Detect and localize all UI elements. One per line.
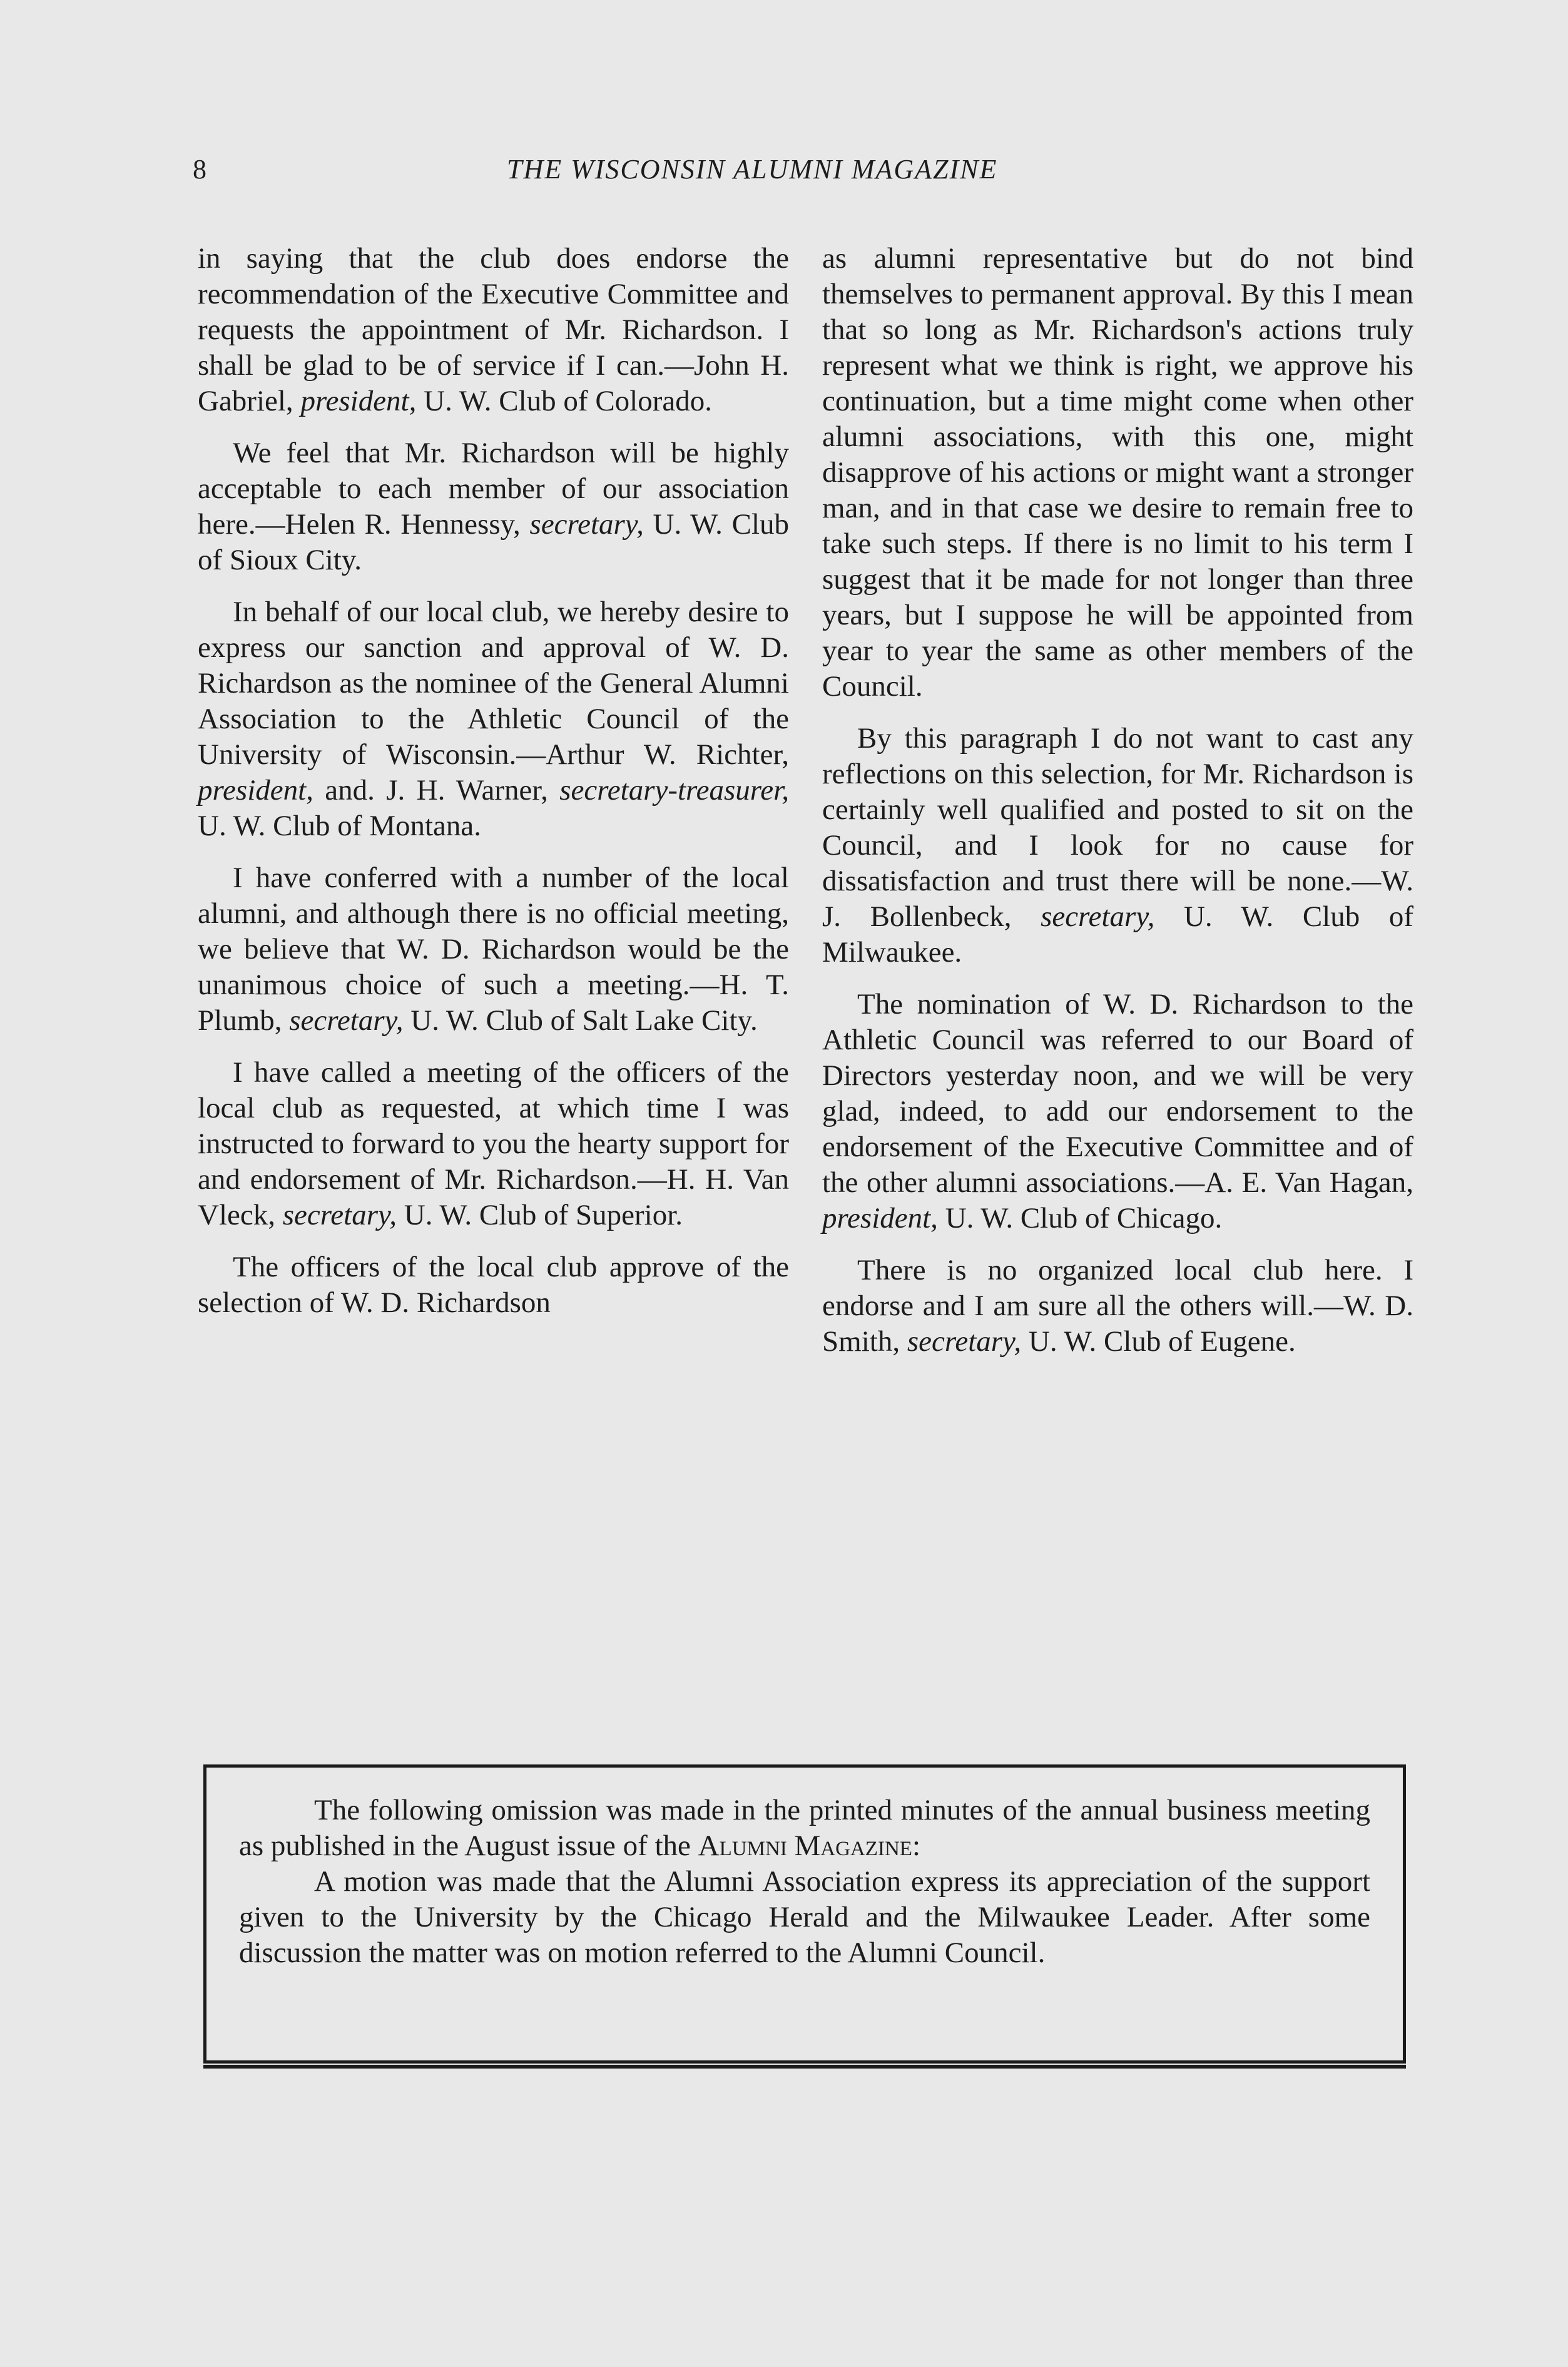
paragraph-text: The officers of the local club approve of the selection of W. D. Richardson	[198, 1251, 789, 1319]
paragraph-text: By this paragraph I do not want to cast any reflections on this selection, for Mr. Richardson is certainly well qualified and posted to sit on the Council, and I look for no cause for dissatisfaction and trust there will be none.—W. J. Bollenbeck,	[822, 722, 1413, 933]
page-number: 8	[193, 154, 206, 185]
signer-role: secretary,	[1041, 900, 1155, 933]
paragraph-text: in saying that the club does endorse the recommendation of the Executive Committee and requests the appointment of Mr. Richardson. I shall be glad to be of service if I can.—John H. Gabriel,	[198, 242, 789, 417]
paragraph-text: In behalf of our local club, we hereby desire to express our sanction and approval of W. D. Richardson as the nominee of the General Alumni Association to the Athletic Council of the University of Wisconsin.—Arthur W. Richter,	[198, 596, 789, 771]
paragraph-smith	[822, 1253, 1413, 1360]
notice-text: A motion was made that the Alumni Association express its appreciation of the support given to the University by the Chicago Herald and the Milwaukee Leader. After some discussion the matter was on motion referred to the Alumni Council.	[239, 1865, 1370, 1969]
signer-role: secretary,	[529, 508, 644, 541]
notice-colon: :	[912, 1830, 920, 1862]
paragraph-text: I have conferred with a number of the local alumni, and although there is no official meeting, we believe that W. D. Richardson would be the unanimous choice of such a meeting.—H. T. Plumb,	[198, 862, 789, 1037]
notice-paragraph-motion	[239, 1864, 1370, 1971]
signer-role: secretary,	[289, 1004, 404, 1037]
signer-role: president,	[198, 774, 313, 807]
signer-club: U. W. Club of Milwaukee.	[822, 900, 1413, 969]
paragraph-van-vleck	[198, 1055, 789, 1233]
signer-club: U. W. Club of Sioux City.	[198, 508, 790, 576]
signer-club: U. W. Club of Superior.	[397, 1199, 683, 1231]
signer-club: U. W. Club of Colorado.	[416, 385, 712, 417]
paragraph-van-hagan	[822, 987, 1413, 1236]
signer-club: U. W. Club of Eugene.	[1021, 1325, 1296, 1358]
notice-paragraph-omission	[239, 1793, 1370, 1864]
left-column	[198, 241, 789, 1337]
signer-club: U. W. Club of Montana.	[198, 810, 482, 842]
paragraph-gabriel	[198, 241, 789, 419]
notice-text: The following omission was made in the printed minutes of the annual business meeting as published in the August issue of the	[239, 1794, 1370, 1862]
box-bottom-rule	[203, 2065, 1406, 2069]
signer-role: secretary,	[282, 1199, 397, 1231]
right-column	[822, 241, 1413, 1376]
paragraph-text-mid: and. J. H. Warner,	[313, 774, 560, 807]
paragraph-text: as alumni representative but do not bind themselves to permanent approval. By this I mean that so long as Mr. Richardson's actions truly represent what we think is right, we approve his continuation, but a time might come when other alumni associations, with this one, might disapprove of his actions or might want a stronger man, and in that case we desire to remain free to take such steps. If there is no limit to his term I suggest that it be made for not longer than three years, but I suppose he will be appointed from year to year the same as other members of the Council.	[822, 242, 1413, 703]
magazine-name: Alumni Magazine	[698, 1830, 912, 1862]
running-title: THE WISCONSIN ALUMNI MAGAZINE	[507, 154, 998, 185]
paragraph-plumb	[198, 860, 789, 1039]
signer-role: president,	[300, 385, 417, 417]
signer-role: president,	[822, 1202, 938, 1234]
signer-role: secretary-treasurer,	[559, 774, 789, 807]
paragraph-text: I have called a meeting of the officers of the local club as requested, at which time I was instructed to forward to you the hearty support for and endorsement of Mr. Richardson.—H. H. Van Vleck,	[198, 1056, 789, 1231]
paragraph-hennessy	[198, 435, 789, 578]
paragraph-text: There is no organized local club here. I endorse and I am sure all the others will.—W. D. Smith,	[822, 1254, 1413, 1358]
paragraph-bollenbeck	[822, 721, 1413, 970]
paragraph-richter	[198, 594, 789, 844]
signer-club: U. W. Club of Salt Lake City.	[403, 1004, 758, 1037]
paragraph-officers	[198, 1250, 789, 1321]
omission-notice-box	[203, 1764, 1406, 2064]
signer-role: secretary,	[907, 1325, 1022, 1358]
page-header	[188, 153, 1101, 197]
signer-club: U. W. Club of Chicago.	[937, 1202, 1223, 1234]
paragraph-text: The nomination of W. D. Richardson to the Athletic Council was referred to our Board of Directors yesterday noon, and we will be very glad, indeed, to add our endorsement to the endorsement of the Executive Committee and of the other alumni associations.—A. E. Van Hagan,	[822, 988, 1413, 1199]
paragraph-text: We feel that Mr. Richardson will be highly acceptable to each member of our association here.—Helen R. Hennessy,	[198, 437, 789, 541]
paragraph-continuation	[822, 241, 1413, 705]
